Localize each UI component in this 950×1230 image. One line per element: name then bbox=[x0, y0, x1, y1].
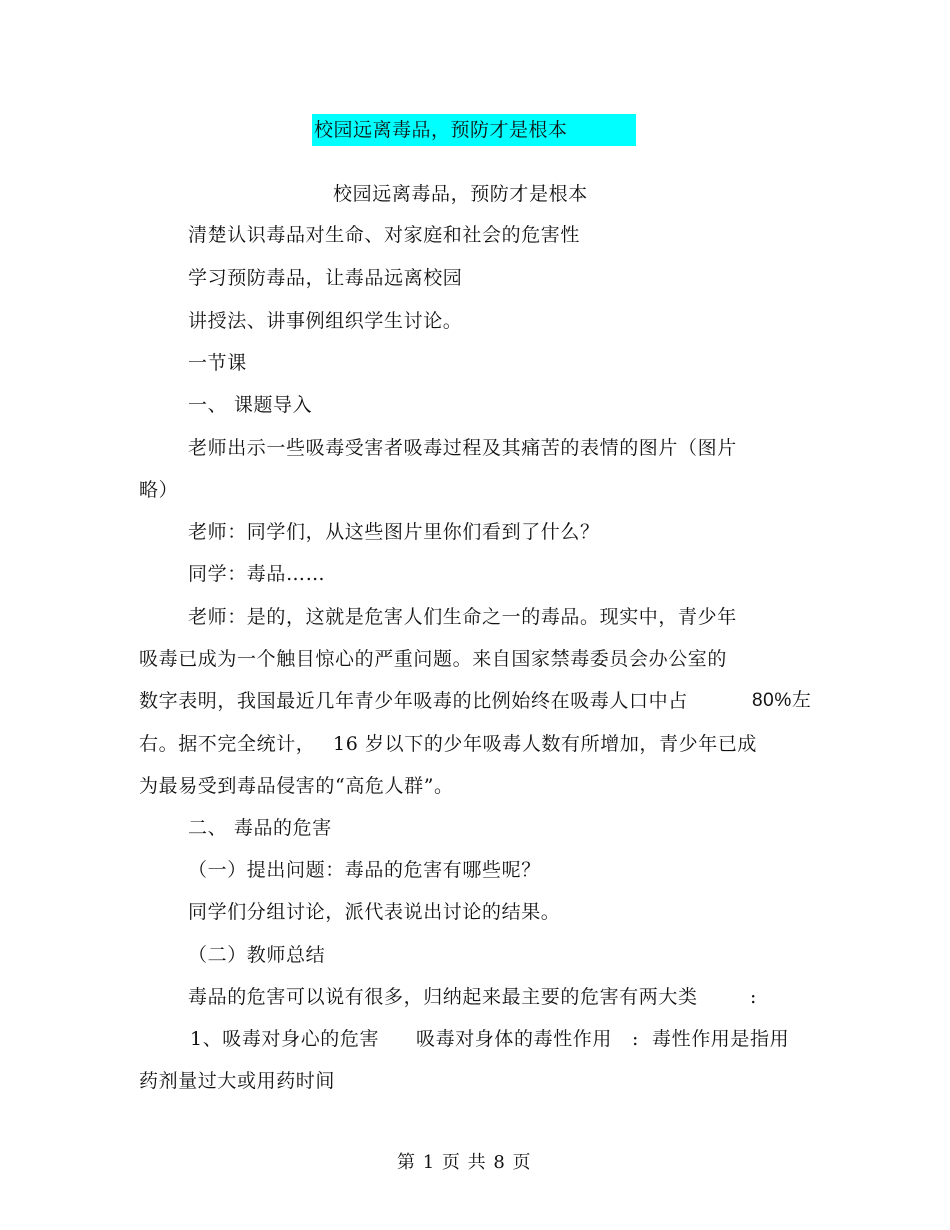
page-footer: 第 1 页 共 8 页 bbox=[397, 1152, 532, 1173]
paragraph-line: 老师：同学们，从这些图片里你们看到了什么？ bbox=[188, 521, 600, 543]
paragraph-line: 老师出示一些吸毒受害者吸毒过程及其痛苦的表情的图片（图片 bbox=[188, 437, 737, 459]
document-title: 校园远离毒品，预防才是根本 bbox=[314, 119, 568, 141]
paragraph-line: 右。据不完全统计， bbox=[139, 733, 316, 755]
percent-value: 80%左 bbox=[752, 690, 812, 711]
paragraph-line: 学习预防毒品，让毒品远离校园 bbox=[188, 267, 463, 289]
paragraph-line: 老师：是的，这就是危害人们生命之一的毒品。现实中，青少年 bbox=[188, 606, 737, 628]
paragraph-line: : bbox=[632, 1028, 640, 1050]
paragraph-line: 毒品的危害可以说有很多，归纳起来最主要的危害有两大类 bbox=[188, 986, 698, 1008]
paragraph-line: （一）提出问题：毒品的危害有哪些呢？ bbox=[188, 859, 541, 881]
paragraph-line: 为最易受到毒品侵害的“高危人群”。 bbox=[139, 775, 454, 797]
paragraph-line: 一节课 bbox=[188, 352, 247, 374]
paragraph-line: : bbox=[750, 986, 758, 1008]
paragraph-line: 略） bbox=[139, 479, 179, 501]
paragraph-line: 16 岁以下的少年吸毒人数有所增加，青少年已成 bbox=[333, 733, 758, 755]
paragraph-line: 清楚认识毒品对生命、对家庭和社会的危害性 bbox=[188, 224, 581, 246]
section-heading: 一、 课题导入 bbox=[188, 394, 313, 416]
paragraph-line: 1、吸毒对身心的危害 bbox=[190, 1028, 380, 1050]
paragraph-line: 讲授法、讲事例组织学生讨论。 bbox=[188, 310, 463, 332]
heading-repeat: 校园远离毒品，预防才是根本 bbox=[333, 183, 588, 205]
paragraph-line: 数字表明，我国最近几年青少年吸毒的比例始终在吸毒人口中占 bbox=[139, 690, 688, 712]
paragraph-line: （二）教师总结 bbox=[188, 944, 326, 966]
paragraph-line: 同学：毒品…… bbox=[188, 563, 326, 585]
paragraph-line: 同学们分组讨论，派代表说出讨论的结果。 bbox=[188, 901, 561, 923]
paragraph-line: 吸毒对身体的毒性作用 bbox=[416, 1028, 613, 1050]
paragraph-line: 吸毒已成为一个触目惊心的严重问题。来自国家禁毒委员会办公室的 bbox=[139, 648, 728, 670]
paragraph-line: 毒性作用是指用 bbox=[652, 1028, 790, 1050]
paragraph-line: 药剂量过大或用药时间 bbox=[139, 1070, 336, 1092]
section-heading: 二、 毒品的危害 bbox=[188, 817, 332, 839]
